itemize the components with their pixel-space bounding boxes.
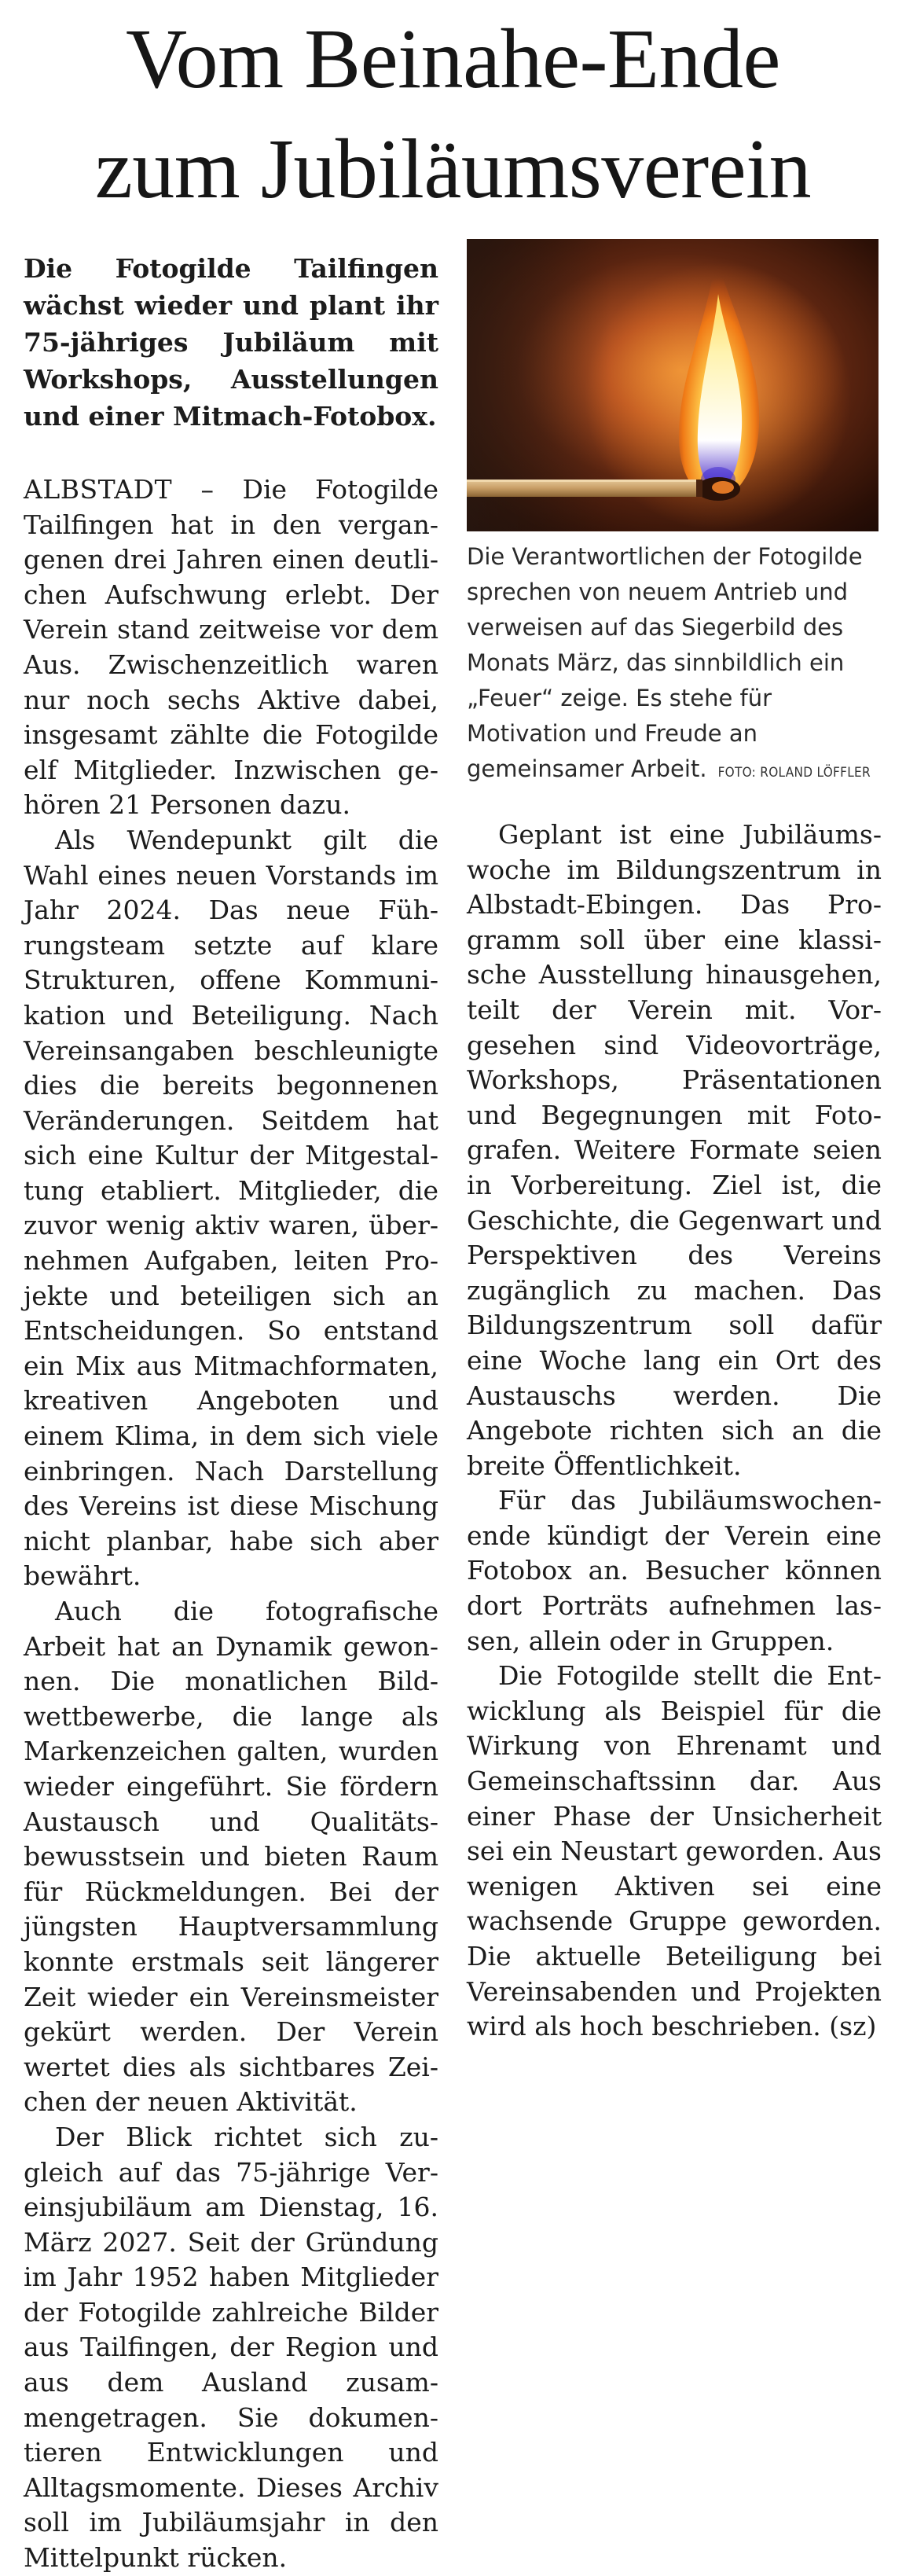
right-column	[467, 818, 882, 2045]
paragraph-3: Auch die fotografische Arbeit hat an Dynamik gewonnen. Die monatlichen Bildwettbewerbe, die lange als Markenzeichen galten, wurden wieder eingeführt. Sie fördern Austausch und Qualitätsbewusstsein und bieten Raum für Rückmeldungen. Bei der jüngsten Hauptversammlung konnte erstmals seit längerer Zeit wieder ein Vereinsmeister gekürt werden. Der Verein wertet dies als sichtbares Zeichen der neuen Aktivität.	[24, 1596, 438, 2118]
article-photo	[467, 239, 878, 531]
paragraph-2: Als Wendepunkt gilt die Wahl eines neuen Vorstands im Jahr 2024. Das neue Führungsteam setzte auf klare Strukturen, offene Kommunikation und Beteiligung. Nach Vereinsangaben beschleunigte dies die bereits begonnenen Veränderungen. Seitdem hat sich eine Kultur der Mitgestaltung etabliert. Mitglieder, die zuvor wenig aktiv waren, übernehmen Aufgaben, leiten Projekte und beteiligen sich an Entscheidungen. So entstand ein Mix aus Mitmachformaten, kreativen Angeboten und einem Klima, in dem sich viele einbringen. Nach Darstellung des Vereins ist diese Mischung nicht planbar, habe sich aber bewährt.	[24, 824, 438, 1592]
photo-caption	[467, 539, 883, 791]
headline-line-2: zum Jubiläumsverein	[94, 123, 812, 216]
paragraph-1-text: Die Fotogilde Tailfingen hat in den vergangenen drei Jahren einen deutlichen Aufschwung erlebt. Der Verein stand zeitweise vor dem Aus. Zwischenzeitlich waren nur noch sechs Aktive dabei, insgesamt zählte die Fotogilde elf Mitglieder. Inzwischen gehören 21 Personen dazu.	[24, 474, 438, 821]
paragraph-1	[24, 472, 438, 823]
photo-caption-text: Die Verantwortlichen der Fotogilde sprechen von neuem Antrieb und verweisen auf das Siegerbild des Monats März, das sinnbildlich ein „Feuer“ zeige. Es stehe für Motivation und Freude an gemeinsamer Arbeit.	[467, 543, 863, 782]
article-lead: Die Fotogilde Tailfingen wächst wieder und plant ihr 75-jähriges Jubiläum mit Workshops, Ausstellungen und einer Mitmach-Fotobox.	[24, 253, 438, 432]
article-headline	[0, 5, 906, 225]
paragraph-6: Für das Jubiläumswochenende kündigt der Verein eine Fotobox an. Besucher können dort Porträts aufnehmen lassen, allein oder in Gruppen.	[467, 1485, 882, 1656]
paragraph-5: Geplant ist eine Jubiläumswoche im Bildungszentrum in Albstadt-Ebingen. Das Programm soll über eine klassische Ausstellung hinausgehen, teilt der Verein mit. Vorgesehen sind Videovorträge, Workshops, Präsentationen und Begegnungen mit Fotografen. Weitere Formate seien in Vorbereitung. Ziel ist, die Geschichte, die Gegenwart und Perspektiven des Vereins zugänglich zu machen. Das Bildungszentrum soll dafür eine Woche lang ein Ort des Austauschs werden. Die Angebote richten sich an die breite Öffentlichkeit.	[467, 819, 882, 1481]
left-column	[24, 250, 438, 2576]
paragraph-4: Der Blick richtet sich zugleich auf das 75-jährige Vereinsjubiläum am Dienstag, 16. März 2027. Seit der Gründung im Jahr 1952 haben Mitglieder der Fotogilde zahlreiche Bilder aus Tailfingen, der Region und aus dem Ausland zusammengetragen. Sie dokumentieren Entwicklungen und Alltagsmomente. Dieses Archiv soll im Jubiläumsjahr in den Mittelpunkt rücken.	[24, 2121, 438, 2574]
paragraph-7: Die Fotogilde stellt die Entwicklung als Beispiel für die Wirkung von Ehrenamt und Gemeinschaftssinn dar. Aus einer Phase der Unsicherheit sei ein Neustart geworden. Aus wenigen Aktiven sei eine wachsende Gruppe geworden. Die aktuelle Beteiligung bei Vereinsabenden und Projekten wird als hoch beschrieben. (sz)	[467, 1660, 882, 2042]
headline-line-1: Vom Beinahe-Ende	[126, 13, 780, 106]
photo-credit: FOTO: ROLAND LÖFFLER	[717, 765, 871, 781]
burning-match-photo	[467, 239, 878, 531]
dateline: ALBSTADT –	[24, 474, 215, 505]
